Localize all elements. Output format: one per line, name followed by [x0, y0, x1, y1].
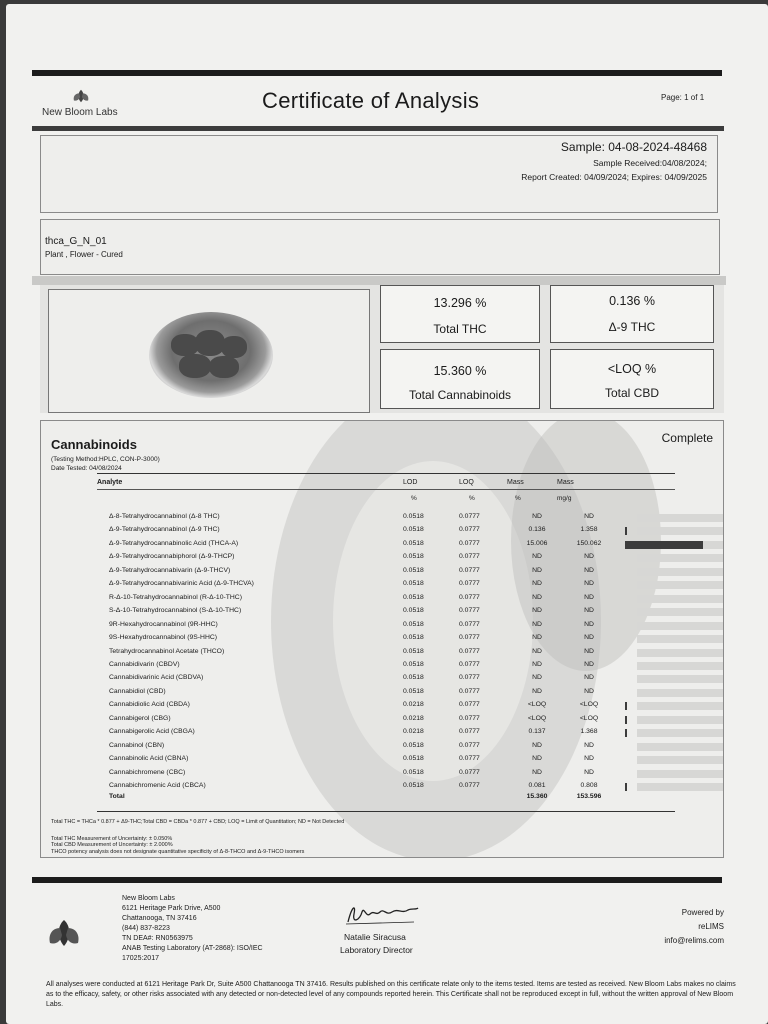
mass-pct-cell: <LOQ — [527, 714, 547, 722]
units-rule — [97, 489, 675, 490]
mass-mg-cell: ND — [584, 674, 594, 682]
powered-by — [664, 906, 724, 948]
analyte-cell: Cannabidiolic Acid (CBDA) — [109, 701, 190, 709]
table-row — [97, 551, 677, 564]
col-header-lod: LOD — [403, 479, 418, 486]
table-row — [97, 726, 677, 739]
disclaimer: All analyses were conducted at 6121 Heritage Park Dr, Suite A500 Chattanooga TN 37416. Results published on this certificate relate only to the items tested. Items are tested as received. New Bloom Labs makes no claims as to the efficacy, safety, or other risks associated with any detected or non-detected level of any compounds reported herein. This Certificate shall not be reproduced except in full, without the written approval of New Bloom Labs. — [46, 981, 736, 1008]
lod-cell: 0.0518 — [403, 647, 424, 655]
lod-cell: 0.0518 — [403, 634, 424, 642]
sample-id: Sample: 04-08-2024-48468 — [560, 140, 707, 154]
bar-track — [637, 756, 724, 764]
lab-line: New Bloom Labs — [122, 895, 175, 902]
bar-track — [637, 770, 724, 778]
loq-cell: 0.0777 — [459, 674, 480, 682]
mass-mg-cell: ND — [584, 566, 594, 574]
lod-cell: 0.0518 — [403, 782, 424, 789]
lab-line: (844) 837-8223 — [122, 925, 170, 932]
analyte-cell: Δ-8-Tetrahydrocannabinol (Δ-8 THC) — [109, 513, 220, 520]
total-mg: 153.596 — [576, 793, 602, 801]
lab-line: TN DEA#: RN0563975 — [122, 935, 193, 942]
analyte-cell: Cannabidiol (CBD) — [109, 687, 166, 695]
powered-by-email: info@relims.com — [664, 936, 724, 945]
lod-cell: 0.0218 — [403, 701, 424, 709]
total-rule — [97, 811, 675, 812]
lab-line: 6121 Heritage Park Drive, A500 — [122, 905, 221, 912]
mass-mg-cell: 150.062 — [576, 539, 602, 547]
d9-thc-card — [550, 285, 714, 343]
table-row — [97, 699, 677, 712]
header-rule — [32, 126, 724, 131]
bar-track — [637, 729, 724, 737]
lod-cell: 0.0518 — [403, 674, 424, 682]
bar-track — [637, 581, 724, 589]
mass-pct-cell: 0.137 — [528, 728, 546, 736]
loq-cell: 0.0777 — [459, 782, 480, 789]
mass-pct-cell: ND — [532, 620, 542, 628]
total-cannabinoids-card — [380, 349, 540, 409]
table-row — [97, 659, 677, 672]
mass-pct-cell: ND — [532, 634, 542, 642]
loq-cell: 0.0777 — [459, 647, 480, 655]
mass-mg-cell: <LOQ — [579, 701, 599, 709]
footnote-thco: THCO potency analysis does not designate quantitative specificity of Δ-8-THCO and Δ-9-THCO isomers — [51, 848, 305, 855]
analyte-cell: Δ-9-Tetrahydrocannabiphorol (Δ-9-THCP) — [109, 553, 235, 561]
total-cbd-label: Total CBD — [604, 386, 660, 400]
table-row — [97, 646, 677, 659]
lod-cell: 0.0518 — [403, 768, 424, 776]
lod-cell: 0.0518 — [403, 566, 424, 574]
lab-logo — [42, 88, 132, 122]
powered-by-label: Powered by — [681, 908, 724, 917]
footer-rule — [32, 877, 722, 883]
product-type: Plant , Flower - Cured — [45, 250, 123, 259]
lod-cell: 0.0518 — [403, 513, 424, 520]
lab-contact — [122, 894, 263, 964]
summary-panel — [40, 285, 724, 413]
table-row — [97, 686, 677, 699]
table-row — [97, 632, 677, 645]
mass-mg-cell: ND — [584, 620, 594, 628]
mass-bar — [625, 729, 627, 737]
total-thc-card — [380, 285, 540, 343]
document-title: Certificate of Analysis — [262, 88, 480, 113]
mass-mg-cell: ND — [584, 755, 594, 763]
mass-bar — [625, 783, 627, 791]
mass-pct-cell: ND — [532, 674, 542, 682]
cannabinoids-section — [40, 420, 724, 858]
table-row — [97, 740, 677, 753]
mass-pct-cell: ND — [532, 755, 542, 763]
analyte-cell: 9S-Hexahydrocannabinol (9S-HHC) — [109, 634, 218, 642]
table-row — [97, 511, 677, 524]
lod-cell: 0.0518 — [403, 539, 424, 547]
table-row — [97, 753, 677, 766]
mass-pct-cell: 0.081 — [528, 782, 546, 789]
report-created: Report Created: 04/09/2024; Expires: 04/09/2025 — [521, 172, 707, 182]
analyte-cell: Cannabigerol (CBG) — [109, 714, 171, 722]
mass-bar — [625, 541, 703, 549]
loq-cell: 0.0777 — [459, 526, 480, 534]
bar-track — [637, 635, 724, 643]
d9-thc-label: Δ-9 THC — [608, 320, 656, 334]
analyte-cell: Δ-9-Tetrahydrocannabinolic Acid (THCA-A) — [109, 539, 239, 547]
col-header-mass-mg: Mass — [557, 479, 574, 486]
mass-pct-cell: ND — [532, 607, 542, 615]
bar-track — [637, 662, 724, 670]
lod-cell: 0.0518 — [403, 687, 424, 695]
bar-track — [637, 783, 724, 791]
loq-cell: 0.0777 — [459, 741, 480, 749]
divider-band — [32, 276, 726, 285]
analyte-cell: Δ-9-Tetrahydrocannabinol (Δ-9 THC) — [109, 526, 220, 534]
lab-line: Chattanooga, TN 37416 — [122, 915, 197, 922]
lod-cell: 0.0518 — [403, 755, 424, 763]
powered-by-name: reLIMS — [698, 922, 724, 931]
mass-bar — [625, 527, 627, 535]
mass-mg-cell: ND — [584, 768, 594, 776]
loq-cell: 0.0777 — [459, 755, 480, 763]
mass-mg-cell: ND — [584, 593, 594, 601]
analyte-cell: Cannabichromenic Acid (CBCA) — [109, 782, 206, 789]
bar-track — [637, 622, 724, 630]
loq-cell: 0.0777 — [459, 634, 480, 642]
bar-track — [637, 568, 724, 576]
bar-track — [637, 716, 724, 724]
lod-cell: 0.0518 — [403, 660, 424, 668]
d9-thc-value: 0.136 % — [609, 294, 655, 308]
loq-cell: 0.0777 — [459, 660, 480, 668]
lod-cell: 0.0518 — [403, 580, 424, 588]
footnotes — [51, 819, 344, 855]
mass-mg-cell: ND — [584, 580, 594, 588]
sample-info-box — [40, 135, 718, 213]
bar-track — [637, 527, 724, 535]
footnote-cbd-uncertainty: Total CBD Measurement of Uncertainty: ± 2.000% — [51, 842, 173, 848]
mass-mg-cell: ND — [584, 741, 594, 749]
lab-line: 17025:2017 — [122, 955, 159, 962]
table-row — [97, 538, 677, 551]
analyte-cell: S-Δ-10-Tetrahydrocannabinol (S-Δ-10-THC) — [109, 607, 242, 615]
sample-photo — [48, 289, 370, 413]
bar-track — [637, 649, 724, 657]
mass-pct-cell: ND — [532, 660, 542, 668]
testing-method: (Testing Method:HPLC, CON-P-3000) — [51, 456, 160, 463]
analyte-cell: Cannabinolic Acid (CBNA) — [109, 755, 189, 763]
lod-cell: 0.0518 — [403, 620, 424, 628]
total-thc-value: 13.296 % — [433, 296, 487, 310]
total-cbd-value: <LOQ % — [607, 362, 657, 376]
mass-mg-cell: ND — [584, 607, 594, 615]
loq-cell: 0.0777 — [459, 539, 480, 547]
table-row — [97, 565, 677, 578]
total-cannabinoids-label: Total Cannabinoids — [408, 388, 512, 402]
mass-pct-cell: 15.006 — [526, 539, 548, 547]
total-row — [97, 791, 677, 804]
product-name: thca_G_N_01 — [45, 236, 107, 247]
loq-cell: 0.0777 — [459, 566, 480, 574]
loq-cell: 0.0777 — [459, 580, 480, 588]
table-row — [97, 672, 677, 685]
analyte-cell: Δ-9-Tetrahydrocannabivarinic Acid (Δ-9-THCVA) — [109, 580, 254, 588]
mass-mg-cell: <LOQ — [579, 714, 599, 722]
page-number: Page: 1 of 1 — [661, 93, 705, 102]
status-label: Complete — [661, 431, 713, 445]
loq-cell: 0.0777 — [459, 607, 480, 615]
mass-mg-cell: ND — [584, 660, 594, 668]
unit-lod: % — [411, 495, 417, 502]
bar-track — [637, 702, 724, 710]
mass-mg-cell: ND — [584, 513, 594, 520]
lab-line: ANAB Testing Laboratory (AT-2868): ISO/IEC — [122, 945, 263, 952]
date-tested: Date Tested: 04/08/2024 — [51, 465, 122, 472]
mass-pct-cell: ND — [532, 553, 542, 561]
loq-cell: 0.0777 — [459, 513, 480, 520]
bar-track — [637, 514, 724, 522]
loq-cell: 0.0777 — [459, 728, 480, 736]
lod-cell: 0.0518 — [403, 741, 424, 749]
mass-mg-cell: 1.368 — [580, 728, 598, 736]
table-row — [97, 619, 677, 632]
table-row — [97, 578, 677, 591]
total-cbd-card — [550, 349, 714, 409]
sample-dish-image — [149, 312, 273, 398]
certificate-page — [6, 4, 768, 1024]
lab-name: New Bloom Labs — [42, 107, 118, 118]
table-row — [97, 592, 677, 605]
mass-pct-cell: ND — [532, 580, 542, 588]
mass-mg-cell: ND — [584, 647, 594, 655]
bar-track — [637, 595, 724, 603]
loq-cell: 0.0777 — [459, 687, 480, 695]
bar-track — [637, 675, 724, 683]
lod-cell: 0.0518 — [403, 607, 424, 615]
mass-pct-cell: ND — [532, 687, 542, 695]
table-row — [97, 605, 677, 618]
table-row — [97, 713, 677, 726]
lod-cell: 0.0518 — [403, 593, 424, 601]
product-info-box — [40, 219, 720, 275]
total-cannabinoids-value: 15.360 % — [433, 364, 487, 378]
analyte-cell: Δ-9-Tetrahydrocannabivarin (Δ-9-THCV) — [109, 566, 231, 574]
mass-pct-cell: ND — [532, 768, 542, 776]
table-row — [97, 524, 677, 537]
mass-pct-cell: ND — [532, 647, 542, 655]
mass-mg-cell: 1.358 — [580, 526, 598, 534]
loq-cell: 0.0777 — [459, 593, 480, 601]
table-row — [97, 767, 677, 780]
analyte-cell: Cannabichromene (CBC) — [109, 768, 186, 776]
analyte-cell: Cannabidivarinic Acid (CBDVA) — [109, 674, 204, 682]
mass-mg-cell: ND — [584, 687, 594, 695]
table-header-rule — [97, 473, 675, 474]
loq-cell: 0.0777 — [459, 714, 480, 722]
analyte-cell: Cannabidivarin (CBDV) — [109, 660, 180, 668]
loq-cell: 0.0777 — [459, 553, 480, 561]
col-header-loq: LOQ — [459, 479, 474, 486]
bar-track — [637, 689, 724, 697]
mass-pct-cell: ND — [532, 593, 542, 601]
total-label: Total — [109, 793, 125, 801]
analyte-cell: Cannabigerolic Acid (CBGA) — [109, 728, 195, 736]
unit-loq: % — [469, 495, 475, 502]
mass-pct-cell: 0.136 — [528, 526, 546, 534]
unit-mass-mg: mg/g — [557, 495, 572, 502]
analyte-cell: 9R-Hexahydrocannabinol (9R-HHC) — [109, 620, 218, 628]
mass-bar — [625, 702, 627, 710]
mass-mg-cell: ND — [584, 553, 594, 561]
mass-pct-cell: ND — [532, 566, 542, 574]
mass-pct-cell: <LOQ — [527, 701, 547, 709]
loq-cell: 0.0777 — [459, 701, 480, 709]
col-header-analyte: Analyte — [97, 479, 123, 486]
total-thc-label: Total THC — [433, 322, 487, 336]
top-rule — [32, 70, 722, 76]
bar-track — [637, 608, 724, 616]
unit-mass-pct: % — [515, 495, 521, 502]
section-title: Cannabinoids — [51, 437, 137, 452]
footnote-thc-uncertainty: Total THC Measurement of Uncertainty: ± 0.050% — [51, 835, 173, 842]
analyte-cell: Tetrahydrocannabinol Acetate (THCO) — [109, 647, 225, 655]
sample-received: Sample Received:04/08/2024; — [593, 158, 707, 168]
mass-bar — [625, 716, 627, 724]
analyte-cell: R-Δ-10-Tetrahydrocannabinol (R-Δ-10-THC) — [109, 593, 242, 601]
analyte-cell: Cannabinol (CBN) — [109, 741, 165, 749]
signer-role: Laboratory Director — [340, 945, 413, 955]
col-header-mass-pct: Mass — [507, 479, 524, 486]
mass-mg-cell: ND — [584, 634, 594, 642]
loq-cell: 0.0777 — [459, 620, 480, 628]
mass-pct-cell: ND — [532, 741, 542, 749]
lod-cell: 0.0518 — [403, 526, 424, 534]
bar-track — [637, 554, 724, 562]
total-pct: 15.360 — [526, 793, 548, 801]
leaf-logo-icon — [72, 88, 90, 104]
footnote-definitions: Total THC = THCa * 0.877 + Δ9-THC;Total CBD = CBDa * 0.877 + CBD; LOQ = Limit of Quantitation; ND = Not Detected — [51, 819, 345, 825]
loq-cell: 0.0777 — [459, 768, 480, 776]
lod-cell: 0.0518 — [403, 553, 424, 561]
mass-pct-cell: ND — [532, 513, 542, 520]
lod-cell: 0.0218 — [403, 714, 424, 722]
signature — [342, 900, 422, 930]
signer-name: Natalie Siracusa — [344, 932, 406, 942]
lod-cell: 0.0218 — [403, 728, 424, 736]
mass-mg-cell: 0.808 — [580, 782, 598, 789]
bar-track — [637, 743, 724, 751]
leaf-logo-icon — [46, 918, 82, 948]
